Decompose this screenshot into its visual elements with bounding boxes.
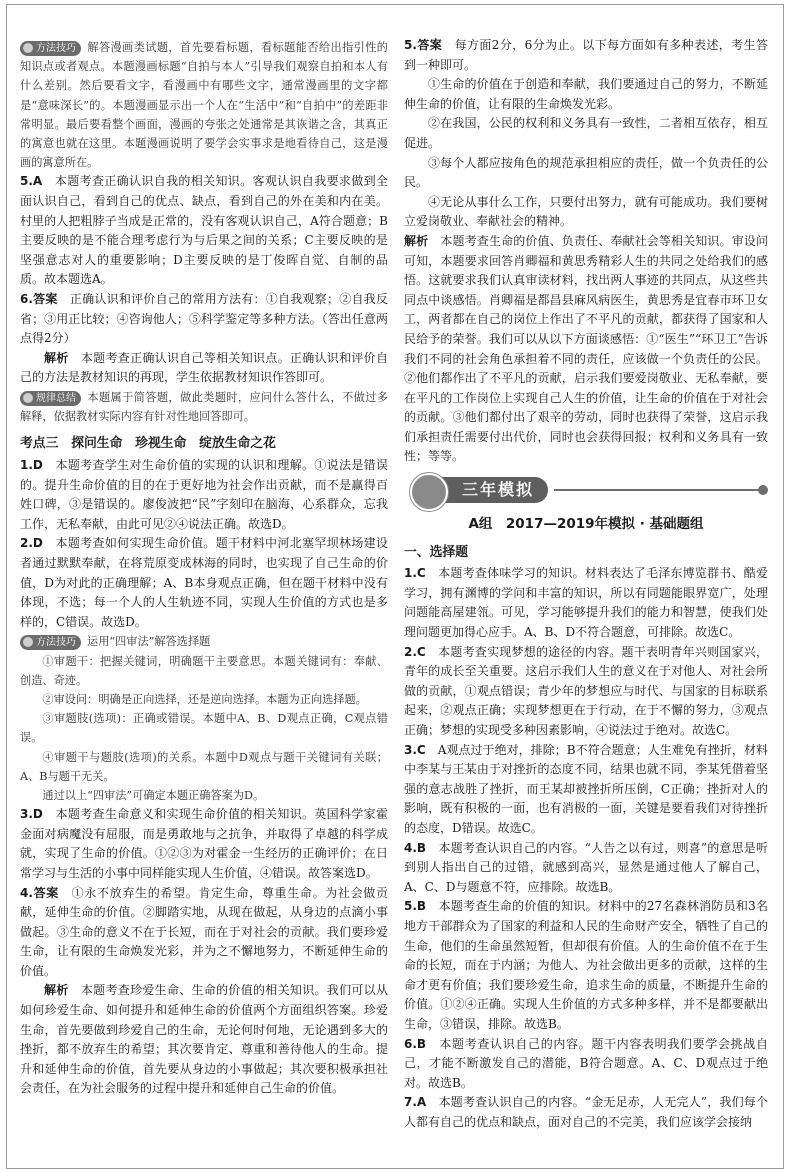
answer-s4 xyxy=(404,839,768,898)
answer-label: 4.答案 xyxy=(20,885,59,900)
answer-label: 7.A xyxy=(404,1095,427,1110)
method-tip-tag: 方法技巧 xyxy=(20,635,81,650)
banner-dot xyxy=(758,485,768,495)
answer-s5 xyxy=(404,897,768,1034)
answer-point-3: ③每个人都应按角色的规范承担相应的责任，做一个负责任的公民。 xyxy=(404,155,768,190)
analysis-a5 xyxy=(404,232,768,467)
answer-label: 3.C xyxy=(404,742,426,757)
banner-rule xyxy=(554,489,762,491)
method-tip-text: 解答漫画类试题，首先要看标题，看标题能否给出指引性的知识点或者观点。本题漫画标题“自拍与本人”引导我们观察自拍和本人有什么差别。然后要看文字，看漫画中有哪些文字，通常漫画里的文字都是“意味深长”的。本题漫画显示出一个人在“生活中”和“自拍中”的差距非常明显。最后要看整个画面，漫画的夸张之处通常是其诙谐之含，其真正的寓意也就在这里。本题漫画说明了要学会实事求是地看待自己，这是漫画的寓意所在。 xyxy=(20,41,388,170)
analysis-text: 本题考查珍爱生命、生命的价值的相关知识。我们可以从如何珍爱生命、如何提升和延伸生命的价值两个方面组织答案。珍爱生命，首先要做到珍爱自己的生命，无论何时何地，无论遇到多大的挫折，都不放弃生的希望；其次要肯定、尊重和善待他人的生命。提升和延伸生命的价值，首先要从身边的小事做起；其次要积极承担社会责任，在为社会服务的过程中提升和延伸自己生命的价值。 xyxy=(20,983,388,1096)
answer-5 xyxy=(20,172,388,290)
method-four-review xyxy=(20,632,388,651)
answer-point-4: ④无论从事什么工作，只要付出努力，就有可能成功。我们要树立爱岗敬业、奉献社会的精神。 xyxy=(404,194,768,229)
answer-text: 每方面2分，6分为止。以下每方面如有多种表述，考生答到一种即可。 xyxy=(404,38,768,72)
answer-s1 xyxy=(404,564,768,642)
method-tip-block xyxy=(20,38,388,172)
group-heading: A组 2017—2019年模拟 · 基础题组 xyxy=(468,516,704,533)
answer-label: 1.C xyxy=(404,566,426,581)
answer-text: 本题考查认识自己的内容。“金无足赤，人无完人”，我们每个人都有自己的优点和缺点，面对自己的不完美，我们应该学会接纳 xyxy=(404,1095,768,1129)
answer-text: 本题考查体味学习的知识。材料表达了毛泽东博览群书、酷爱学习，拥有渊博的学问和丰富的知识，所以有同题能眼界宽广，处理问题能高屋建瓴。可见，学习能够提升我们的能力和智慧，使我们处理问题更加得心应手。A、B、D不符合题意，可排除。故选C。 xyxy=(404,566,768,640)
banner-title: 三年模拟 xyxy=(422,477,548,503)
answer-text: A观点过于绝对，排除；B不符合题意；人生难免有挫折，材料中李某与王某由于对挫折的态度不同，结果也就不同，李某凭借着坚强的意志战胜了挫折，而王某却被挫折所压倒，C正确；挫折对人的影响，既有积极的一面，也有消极的一面，关键是要看我们对待挫折的态度，D错误。故选C。 xyxy=(404,742,768,835)
answer-label: 5.B xyxy=(404,899,427,914)
mascot-icon xyxy=(410,473,448,511)
answer-label: 2.C xyxy=(404,644,426,659)
answer-text: 本题考查学生对生命价值的实现的认识和理解。①说法是错误的。提升生命价值的目的在于更好地为社会作出贡献，而不是赢得百姓口碑，③是错误的。廖俊波把“民”字刻印在脑海，心系群众，忘我工作，无私奉献，由此可见②④说法正确。故选D。 xyxy=(20,457,388,531)
answer-label: 3.D xyxy=(20,807,43,822)
analysis-text: 本题考查正确认识自己等相关知识点。正确认识和评价自己的方法是教材知识的再现，学生依据教材知识作答即可。 xyxy=(20,350,388,385)
rule-summary-text: 本题属于简答题，做此类题时，应问什么答什么，不做过多解释，依据教材实际内容有针对性地回答即可。 xyxy=(20,390,388,424)
analysis-label: 解析 xyxy=(44,983,69,998)
answer-label: 5.答案 xyxy=(404,38,443,52)
method-conclusion: 通过以上“四审法”可确定本题正确答案为D。 xyxy=(42,788,265,802)
analysis-6 xyxy=(20,349,388,388)
answer-k1 xyxy=(20,456,388,534)
method-step-4: ④审题干与题肢(选项)的关系。本题中D观点与题干关键词有关联；A、B与题干无关。 xyxy=(20,750,388,783)
answer-label: 4.B xyxy=(404,840,427,855)
rule-summary-block xyxy=(20,388,388,426)
answer-s7 xyxy=(404,1093,768,1132)
section-heading-choice: 一、选择题 xyxy=(404,544,468,560)
answer-point-1: ①生命的价值在于创造和奉献，我们要通过自己的努力，不断延伸生命的价值，让有限的生命焕发光彩。 xyxy=(404,77,768,111)
method-tip-tag: 方法技巧 xyxy=(20,41,81,56)
answer-text: 本题考查正确认识自我的相关知识。客观认识自我要求做到全面认识自己，看到自己的优点、缺点，看到自己的外在美和内在美。村里的人把粗脖子当成是正常的，没有客观认识自己，A符合题意；B主要反映的是不能合理考虑行为与后果之间的关系；C主要反映的是坚强意志对人的重要影响；D主要反映的是丁俊晖自觉、自制的品质。故本题选A。 xyxy=(20,174,388,287)
answer-point-2: ②在我国，公民的权利和义务具有一致性，二者相互依存，相互促进。 xyxy=(404,116,768,150)
answer-text: 本题考查认识自己的内容。题干内容表明我们要学会挑战自己，才能不断激发自己的潜能，B符合题意。A、C、D观点过于绝对。故选B。 xyxy=(404,1036,768,1090)
answer-k2 xyxy=(20,534,388,632)
section-heading-kd3: 考点三 探问生命 珍视生命 绽放生命之花 xyxy=(20,436,276,452)
answer-label: 6.答案 xyxy=(20,291,58,306)
rule-summary-tag: 规律总结 xyxy=(20,391,81,406)
answer-s2 xyxy=(404,643,768,741)
answer-text: ①永不放弃生的希望。肯定生命，尊重生命。为社会做贡献，延伸生命的价值。②脚踏实地，从现在做起，从身边的点滴小事做起。③生命的意义不在于长短，而在于对社会的贡献。我们要珍爱生命，让有限的生命焕发光彩，并为之不懈地努力，不断延伸生命的价值。 xyxy=(20,885,388,978)
answer-6 xyxy=(20,290,388,349)
analysis-label: 解析 xyxy=(404,233,429,248)
answer-a5 xyxy=(404,36,768,75)
three-year-banner xyxy=(404,473,768,507)
answer-text: 本题考查实现梦想的途径的内容。题干表明青年兴则国家兴，青年的成长至关重要。这启示我们人生的意义在于对他人、对社会所做的贡献，①观点错误；青少年的梦想应与时代、与国家的目标联系起来，②观点正确；实现梦想更在于行动，在于不懈的努力，③观点正确；梦想的实现受多种因素影响，④说法过于绝对。故选C。 xyxy=(404,644,768,737)
method-step-2: ②审设问：明确是正向选择，还是逆向选择。本题为正向选择题。 xyxy=(42,692,367,706)
answer-s3 xyxy=(404,741,768,839)
method-title: 运用“四审法”解答选择题 xyxy=(87,635,211,649)
method-step-3: ③审题肢(选项)：正确或错误。本题中A、B、D观点正确，C观点错误。 xyxy=(20,712,388,745)
answer-label: 6.B xyxy=(404,1036,427,1051)
answer-k4 xyxy=(20,884,388,982)
answer-label: 2.D xyxy=(20,536,43,551)
answer-text: 本题考查生命意义和实现生命价值的相关知识。英国科学家霍金面对病魔没有屈服，而是勇敢地与之抗争，并取得了卓越的科学成就，实现了生命的价值。①②③为对霍金一生经历的正确评价；在日常学习与生活的小事中同样能实现人生价值，④错误。故答案选D。 xyxy=(20,807,388,880)
answer-text: 正确认识和评价自己的常用方法有：①自我观察；②自我反省；③用正比较；④咨询他人；⑤科学鉴定等多种方法。（答出任意两点得2分） xyxy=(20,291,388,346)
analysis-label: 解析 xyxy=(44,350,69,365)
answer-text: 本题考查生命的价值的知识。材料中的27名森林消防员和3名地方干部群众为了国家的利益和人民的生命财产安全，牺牲了自己的生命，他们的生命虽然短暂，但却很有价值。人的生命价值不在于生命的长短，而在于内涵；为他人、为社会做出更多的贡献，这样的生命才更有价值；我们要珍爱生命，追求生命的质量，不断提升生命的价值。①②④正确。实现人生价值的方式多种多样，并不是都要献出生命，③错误，排除。故选B。 xyxy=(404,899,768,1031)
answer-label: 1.D xyxy=(20,457,43,472)
left-column xyxy=(20,38,388,1099)
answer-text: 本题考查如何实现生命价值。题干材料中河北塞罕坝林场建设者通过默默奉献，在将荒原变成林海的同时，也实现了自己生命的价值，D为对此的正确理解；A、B本身观点正确，但在题干材料中没有体现，不选；每一个人的人生轨迹不同，实现人生价值的方式也是多样的，C错误。故选D。 xyxy=(20,536,388,629)
answer-k3 xyxy=(20,805,388,883)
answer-s6 xyxy=(404,1035,768,1094)
answer-text: 本题考查认识自己的内容。“人告之以有过，则喜”的意思是听到别人指出自己的过错，就感到高兴，显然是通过他人了解自己，A、C、D与题意不符，应排除。故选B。 xyxy=(404,840,768,894)
right-column xyxy=(404,36,768,1132)
method-step-1: ①审题干：把握关键词，明确题干主要意思。本题关键词有：奉献、创造、奇迹。 xyxy=(20,654,388,687)
analysis-k4 xyxy=(20,981,388,1099)
analysis-text: 本题考查生命的价值、负责任、奉献社会等相关知识。审设问可知，本题要求回答肖卿福和黄思秀精彩人生的共同之处给我们的感悟。这就要求我们认真审读材料，找出两人事迹的共同点，从这些共同点中谈感悟。肖卿福是都昌县麻风病医生，黄思秀是宜春市环卫女工，两者都在自己的岗位上作出了不平凡的贡献，都获得了国家和人民给予的荣誉。我们可以从以下方面谈感悟：①“医生”“环卫工”告诉我们不同的社会角色承担着不同的责任，应该做一个负责任的公民。②他们都作出了不平凡的贡献，启示我们要爱岗敬业、无私奉献，要在平凡的工作岗位上实现自己人生的价值，让生命的价值在于对社会的贡献。③他们都付出了艰辛的劳动，同时也获得了荣誉，这启示我们承担责任需要付出代价，同时也会获得回报；权利和义务具有一致性；等等。 xyxy=(404,233,768,464)
answer-label: 5.A xyxy=(20,174,43,189)
